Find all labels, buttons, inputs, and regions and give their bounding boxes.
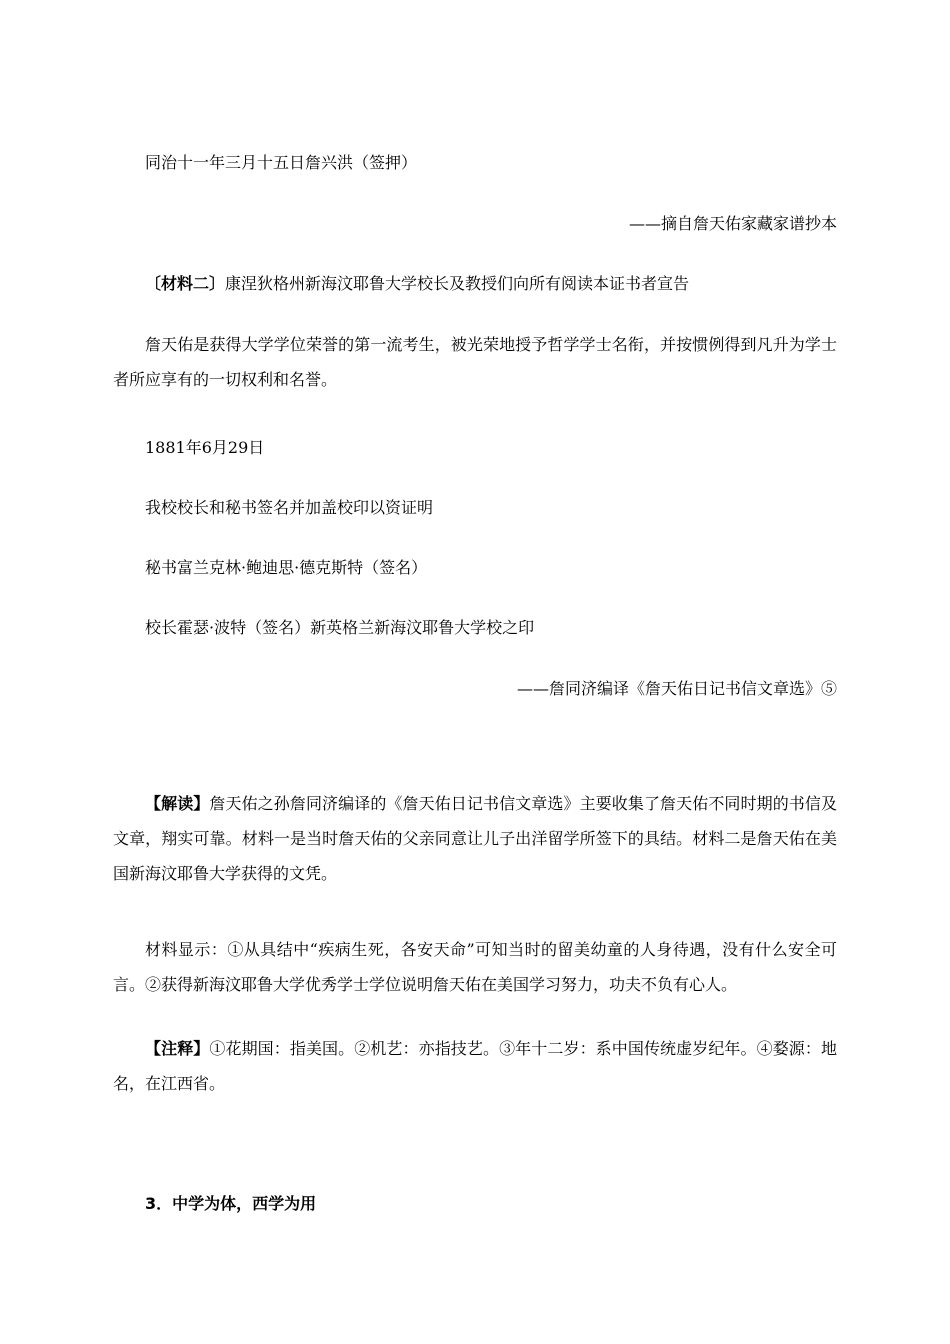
certificate-date: 1881年6月29日 [145, 438, 265, 457]
certificate-attestation: 我校校长和秘书签名并加盖校印以资证明 [145, 498, 434, 517]
certificate-body: 詹天佑是获得大学学位荣誉的第一流考生，被光荣地授予哲学学士名衔，并按惯例得到凡升为学士者所应享有的一切权利和名誉。 [113, 335, 837, 389]
section-heading: 3．中学为体，西学为用 [145, 1194, 317, 1213]
source-citation-one: ——摘自詹天佑家藏家谱抄本 [628, 214, 837, 233]
reading-paragraph [113, 786, 837, 891]
date-signature-line: 同治十一年三月十五日詹兴洪（签押） [145, 153, 418, 172]
material-two-intro-text: 康涅狄格州新海汶耶鲁大学校长及教授们向所有阅读本证书者宣告 [225, 274, 690, 293]
notes-paragraph [113, 1031, 837, 1101]
reading-label: 【解读】 [145, 794, 210, 813]
material-two-label: 〔材料二〕 [145, 274, 226, 293]
material-two-intro [113, 266, 837, 301]
president-signature: 校长霍瑟·波特（签名）新英格兰新海汶耶鲁大学校之印 [145, 618, 535, 637]
material-display-paragraph: 材料显示：①从具结中“疾病生死，各安天命”可知当时的留美幼童的人身待遇，没有什么安全可言。②获得新海汶耶鲁大学优秀学士学位说明詹天佑在美国学习努力，功夫不负有心人。 [113, 940, 837, 994]
secretary-signature: 秘书富兰克林·鲍迪思·德克斯特（签名） [145, 558, 428, 577]
notes-text: ①花期国：指美国。②机艺：亦指技艺。③年十二岁：系中国传统虚岁纪年。④婺源：地名，在江西省。 [113, 1039, 837, 1093]
reading-text: 詹天佑之孙詹同济编译的《詹天佑日记书信文章选》主要收集了詹天佑不同时期的书信及文章，翔实可靠。材料一是当时詹天佑的父亲同意让儿子出洋留学所签下的具结。材料二是詹天佑在美国新海汶耶鲁大学获得的文凭。 [113, 794, 837, 883]
notes-label: 【注释】 [145, 1039, 210, 1058]
source-citation-two: ——詹同济编译《詹天佑日记书信文章选》⑤ [516, 679, 837, 698]
